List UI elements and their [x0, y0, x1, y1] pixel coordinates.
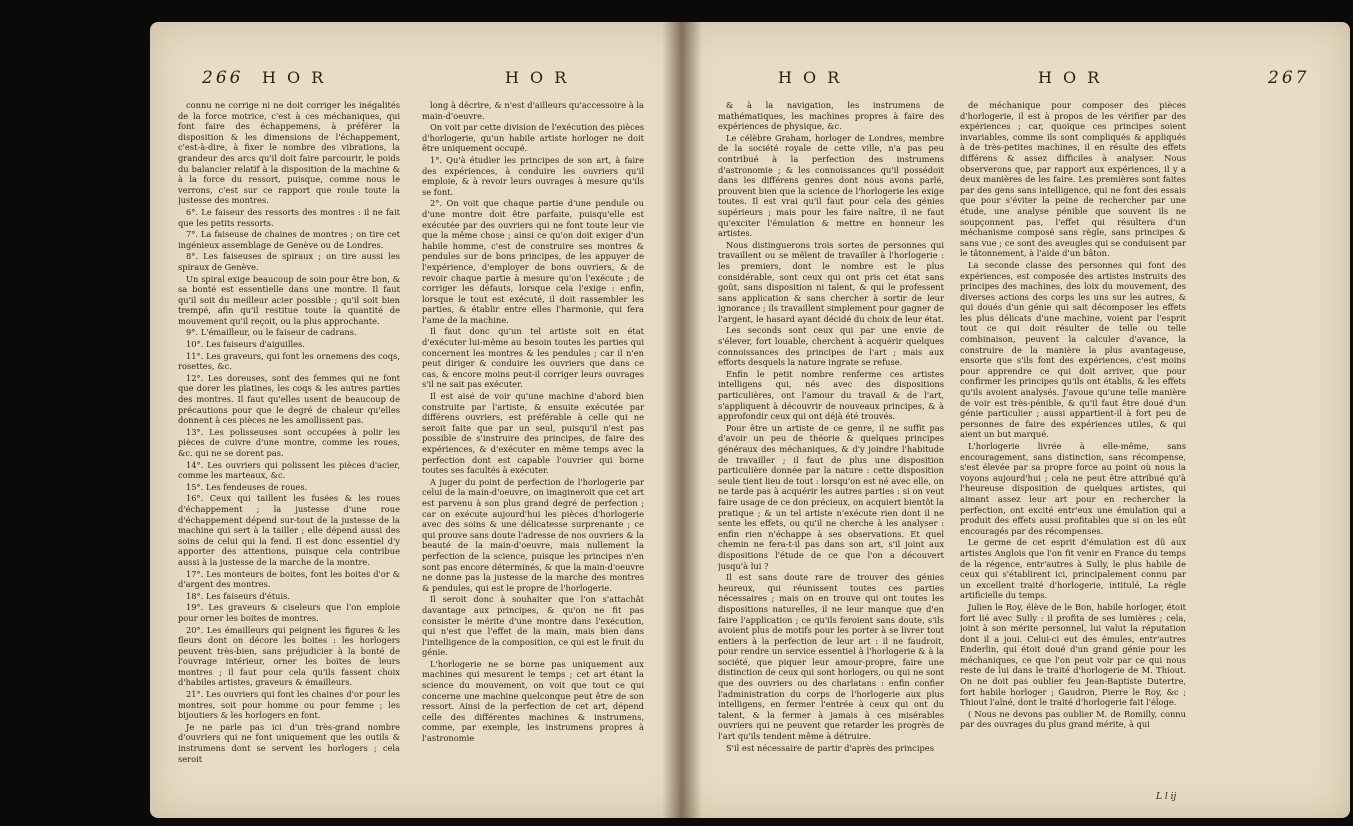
paragraph: 17°. Les monteurs de boites, font les boites d'or & d'argent des montres.	[178, 568, 400, 590]
paragraph: La seconde classe des personnes qui font des expériences, est composée des artistes instruits des principes des machines, des loix du mouvement, des diverses actions des corps les uns sur les autres, & qui doués d'un génie qui sait décomposer les effets les plus délicats d'une machine, voient par l'esprit tout ce qui doit résulter de telle ou telle combinaison, peuvent la calculer d'avance, la construire de la manière la plus avantageuse, ensorte que s'ils font des expériences, c'est moins pour apprendre ce qui doit arriver, que pour confirmer les principes qu'ils ont établis, & les effets qu'ils avoient analysés. J'avoue qu'une telle manière de voir est très-pénible, & qu'il faut être doué d'un génie particulier ; aussi appartient-il à fort peu de personnes de faire des expériences utiles, & qui aient un but marqué.	[960, 259, 1186, 440]
paragraph: Enfin le petit nombre renferme ces artistes intelligens qui, nés avec des dispositions particulières, ont l'amour du travail & de l'art, s'appliquent à découvrir de nouveaux principes, & à approfondir ceux qui ont déjà été trouvés.	[718, 368, 944, 422]
paragraph: Julien le Roy, élève de le Bon, habile horloger, étoit fort lié avec Sully : il profita de ses lumières ; cela, joint à son mérite personnel, lui valut la réputation dont il a joui. Celui-ci eut des émules, entr'autres Enderlin, qui étoit doué d'un grand génie pour les méchaniques, ce que l'on peut voir par ce qui nous reste de lui dans le traité d'horlogerie de M. Thiout. On ne doit pas oublier feu Jean-Baptiste Dutertre, fort habile horloger ; Gaudron, Pierre le Roy, &c ; Thiout l'aîné, dont le traité d'horlogerie fait l'éloge.	[960, 601, 1186, 708]
paragraph: 20°. Les émailleurs qui peignent les figures & les fleurs dont on décore les boites : les horlogers peuvent très-bien, sans préjudicier à la bonté de l'ouvrage intérieur, orner les boites de leurs montres ; il faut pour cela qu'ils fassent choix d'habiles artistes, graveurs & émailleurs.	[178, 624, 400, 688]
paragraph: 16°. Ceux qui taillent les fusées & les roues d'échappement ; la justesse d'une roue d'échappement dépend sur-tout de la justesse de la machine qui sert à la tailler ; elle dépend aussi des soins de celui qui la fend. Il est donc essentiel d'y apporter des attentions, puisque cela contribue aussi à la justesse de la marche de la montre.	[178, 493, 400, 567]
paragraph: 9°. L'émailleur, ou le faiseur de cadrans.	[186, 327, 357, 338]
paragraph: 6°. Le faiseur des ressorts des montres : il ne fait que les petits ressorts.	[178, 206, 400, 228]
paragraph: long à décrire, & n'est d'ailleurs qu'accessoire à la main-d'oeuvre.	[422, 100, 644, 121]
paragraph: 7°. La faiseuse de chaines de montres ; on tire cet ingénieux assemblage de Genève ou de Londres.	[178, 229, 400, 250]
paragraph: 11°. Les graveurs, qui font les ornemens des coqs, rosettes, &c.	[178, 350, 400, 372]
paragraph: L'horlogerie ne se borne pas uniquement aux machines qui mesurent le temps ; cet art étant la science du mouvement, on voit que tout ce qui concerne une machine quelconque peut être de son ressort. Ainsi de la perfection de cet art, dépend celle des différentes machines & instrumens, comme, par exemple, les instrumens propres à l'astronomie	[422, 658, 644, 744]
left-column-2	[422, 100, 644, 800]
right-running-head-1: H O R	[778, 68, 843, 87]
paragraph: connu ne corrige ni ne doit corriger les inégalités de la force motrice, c'est à ces méchaniques, qui font faire des échappemens, à préférer la disposition & les dimensions de l'échappement, c'est-à-dire, à fixer le nombre des vibrations, la grandeur des arcs qu'il doit faire parcourir, le poids du balancier relatif à la disposition de la machine & à la force du ressort, puisque, comme nous le verrons, c'est sur ce rapport que roule toute la justesse des montres.	[178, 100, 400, 206]
left-page-number: 266	[202, 68, 244, 88]
book-spread	[150, 22, 1350, 822]
right-column-2	[960, 100, 1186, 800]
paragraph: S'il est nécessaire de partir d'après des principes	[726, 742, 934, 753]
left-page	[150, 22, 690, 818]
right-column-1	[718, 100, 944, 800]
paragraph: L'horlogerie livrée à elle-même, sans encouragement, sans distinction, sans récompense, s'est élevée par sa propre force au point où nous la voyons aujourd'hui ; cela ne peut être attribué qu'à l'heureuse disposition de quelques artistes, qui aimant assez leur art pour en rechercher la perfection, ont excité entr'eux une émulation qui a produit des effets aussi profitables que si on les eût encouragés par des récompenses.	[960, 441, 1186, 536]
paragraph: ( Nous ne devons pas oublier M. de Romilly, connu par des ouvrages du plus grand mérite, à qui	[960, 708, 1186, 730]
paragraph: A juger du point de perfection de l'horlogerie par celui de la main-d'oeuvre, on imagineroit que cet art est parvenu à son plus grand degré de perfection ; car on exécute aujourd'hui les pièces d'horlogerie avec des soins & une délicatesse surprenante ; ce qui prouve sans doute l'adresse de nos ouvriers & la beauté de la main-d'oeuvre, mais nullement la perfection de la science, puisque les principes n'en sont pas encore déterminés, & que la main-d'oeuvre ne donne pas la justesse de la marche des montres & pendules, qui est le propre de l'horlogerie.	[422, 476, 644, 593]
paragraph: 19°. Les graveurs & ciseleurs que l'on emploie pour orner les boites de montres.	[178, 602, 400, 623]
book-gutter	[662, 22, 702, 818]
left-running-head-1: H O R	[262, 68, 327, 87]
right-page-number: 267	[1268, 68, 1310, 88]
paragraph: 8°. Les faiseuses de spiraux ; on tire aussi les spiraux de Genève.	[178, 251, 400, 272]
paragraph: Il faut donc qu'un tel artiste soit en état d'exécuter lui-même au besoin toutes les parties qui concernent les montres & les pendules ; car il n'en peut diriger & conduire les ouvriers que dans ce cas, & encore moins peut-il corriger leurs ouvrages s'il ne sait pas exécuter.	[422, 326, 644, 390]
paragraph: 10°. Les faiseurs d'aiguilles.	[186, 339, 305, 350]
paragraph: On voit par cette division de l'exécution des pièces d'horlogerie, qu'un habile artiste horloger ne doit être uniquement occupé.	[422, 122, 644, 154]
paragraph: Pour être un artiste de ce genre, il ne suffit pas d'avoir un peu de théorie & quelques principes généraux des méchaniques, & d'y joindre l'habitude de travailler ; il faut de plus une disposition particulière donnée par la nature : cette disposition seule tient lieu de tout : lorsqu'on est né avec elle, on ne tarde pas à acquérir les autres parties : si on veut faire usage de ce don précieux, on acquiert bientôt la pratique ; & un tel artiste n'exécute rien dont il ne sente les effets, ou qu'il ne cherche à les analyser : enfin rien n'échappe à ses observations. Et quel chemin ne fera-t-il pas dans son art, s'il joint aux dispositions l'étude de ce que l'on a découvert jusqu'à lui ?	[718, 422, 944, 571]
paragraph: Il est sans doute rare de trouver des génies heureux, qui réunissent toutes ces parties nécessaires ; mais on en trouve qui ont toutes les dispositions naturelles, il ne leur manque que d'en faire l'application ; ce qu'ils feroient sans doute, s'ils avoient plus de motifs pour les porter à se livrer tout entiers à la perfection de leur art : il ne faudroit, pour rendre un service essentiel à l'horlogerie & à la société, que piquer leur amour-propre, faire une distinction de ceux qui sont horlogers, ou qui ne sont que des ouvriers ou des charlatans : enfin confier l'administration du corps de l'horlogerie aux plus intelligens, en fermer l'entrée à ceux qui ont du talent, & la fermer à jamais à ces misérables ouvriers qui ne peuvent que retarder les progrès de l'art qu'ils tendent même à détruire.	[718, 572, 944, 742]
paragraph: Il seroit donc à souhaiter que l'on s'attachât davantage aux principes, & qu'on ne fit pas consister le mérite d'une montre dans l'exécution, qui n'est que l'effet de la main, mais bien dans l'intelligence de la composition, ce qui est le fruit du génie.	[422, 594, 644, 658]
right-page	[678, 22, 1350, 818]
paragraph: 14°. Les ouvriers qui polissent les pièces d'acier, comme les marteaux, &c.	[178, 459, 400, 481]
paragraph: Les seconds sont ceux qui par une envie de s'élever, fort louable, cherchent à acquérir quelques connoissances des principes de l'art ; mais aux efforts desquels la nature ingrate se refuse.	[718, 325, 944, 368]
paragraph: Il est aisé de voir qu'une machine d'abord bien construite par l'artiste, & ensuite exécutée par différens ouvriers, est préférable à celle qui ne seroit faite que par un seul, puisqu'il n'est pas possible de s'instruire des principes, de faire des expériences, & d'exécuter en même temps avec la perfection dont est capable l'ouvrier qui borne toutes ses facultés à exécuter.	[422, 391, 644, 476]
paragraph: Le célèbre Graham, horloger de Londres, membre de la société royale de cette ville, n'a pas peu contribué à la perfection des instrumens d'astronomie ; & les connoissances qu'il possédoit dans les différens genres dont nous avons parlé, prouvent bien que la science de l'horlogerie les exige toutes. Il est vrai qu'il faut pour cela des génies supérieurs ; mais pour les faire naître, il ne faut qu'exciter l'émulation & mettre en honneur les artistes.	[718, 132, 944, 239]
paragraph: Un spiral exige beaucoup de soin pour être bon, & sa bonté est essentielle dans une montre. Il faut qu'il soit du meilleur acier possible ; qu'il soit bien trempé, afin qu'il restitue toute la quantité de mouvement qu'il reçoit, ou la plus approchante.	[178, 273, 400, 326]
paragraph: 12°. Les doreuses, sont des femmes qui ne font que dorer les platines, les coqs & les autres parties des montres. Il faut qu'elles usent de beaucoup de précautions pour que le degré de chaleur qu'elles donnent à ces pièces ne les amollissent pas.	[178, 372, 400, 426]
paragraph: & à la navigation, les instrumens de mathématiques, les machines propres à faire des expériences de physique, &c.	[718, 100, 944, 132]
left-running-head-2: H O R	[505, 68, 570, 87]
paragraph: Nous distinguerons trois sortes de personnes qui travaillent ou se mêlent de travailler à l'horlogerie : les premiers, dont le nombre est le plus considérable, sont ceux qui ont pris cet état sans goût, sans disposition ni talent, & qui le professent sans application & sans chercher à sortir de leur ignorance ; ils travaillent simplement pour gagner de l'argent, le hasard ayant décidé du choix de leur état.	[718, 239, 944, 324]
signature-mark: L l ij	[1156, 792, 1177, 802]
left-column-1	[178, 100, 400, 800]
paragraph: 15°. Les fendeuses de roues.	[186, 481, 308, 492]
paragraph: de méchanique pour composer des pièces d'horlogerie, il est à propos de les vérifier par des expériences ; car, quoique ces principes soient invariables, comme ils sont compliqués & appliqués à de très-petites machines, il en résulte des effets différens & assez difficiles à analyser. Nous observerons que, par rapport aux expériences, il y a deux manières de les faire. Les premières sont faites par des gens sans intelligence, qui ne font des essais que pour s'éviter la peine de rechercher par une étude, une analyse pénible que souvent ils ne soupçonnent pas, l'effet qui résultera d'un méchanisme composé sans règle, sans principes & sans vue ; ce sont des aveugles qui se conduisent par le tâtonnement, à l'aide d'un bâton.	[960, 100, 1186, 259]
right-running-head-2: H O R	[1038, 68, 1103, 87]
paragraph: Je ne parle pas ici d'un très-grand nombre d'ouvriers qui ne font uniquement que les outils & instrumens dont se servent les horlogers ; cela seroit	[178, 721, 400, 764]
paragraph: Le germe de cet esprit d'émulation est dû aux artistes Anglois que l'on fit venir en France du temps de la régence, entr'autres à Sully, le plus habile de ceux qui s'établirent ici, principalement connu par un excellent traité d'horlogerie, intitulé, La règle artificielle du temps.	[960, 537, 1186, 601]
paragraph: 1°. Qu'à étudier les principes de son art, à faire des expériences, à conduire les ouvriers qu'il emploie, & à revoir leurs ouvrages à mesure qu'ils se font.	[422, 154, 644, 197]
paragraph: 13°. Les polisseuses sont occupées à polir les pièces de cuivre d'une montre, comme les roues, &c. qui ne se dorent pas.	[178, 426, 400, 458]
paragraph: 18°. Les faiseurs d'étuis.	[186, 590, 291, 601]
paragraph: 2°. On voit que chaque partie d'une pendule ou d'une montre doit être parfaite, puisqu'elle est exécutée par des ouvriers qui ne font toute leur vie que la même chose ; ainsi ce qu'on doit exiger d'un habile homme, c'est de construire ses montres & pendules sur de bons principes, de les appuyer de l'expérience, d'employer de bons ouvriers, & de revoir chaque partie à mesure qu'on l'exécute ; de corriger les défauts, lorsque cela l'exige : enfin, lorsque le tout est exécuté, il doit rassembler les parties, & établir entre elles l'harmonie, qui fera l'ame de la machine.	[422, 198, 644, 325]
paragraph: 21°. Les ouvriers qui font les chaines d'or pour les montres, soit pour homme ou pour femme ; les bijoutiers & les horlogers en font.	[178, 689, 400, 721]
